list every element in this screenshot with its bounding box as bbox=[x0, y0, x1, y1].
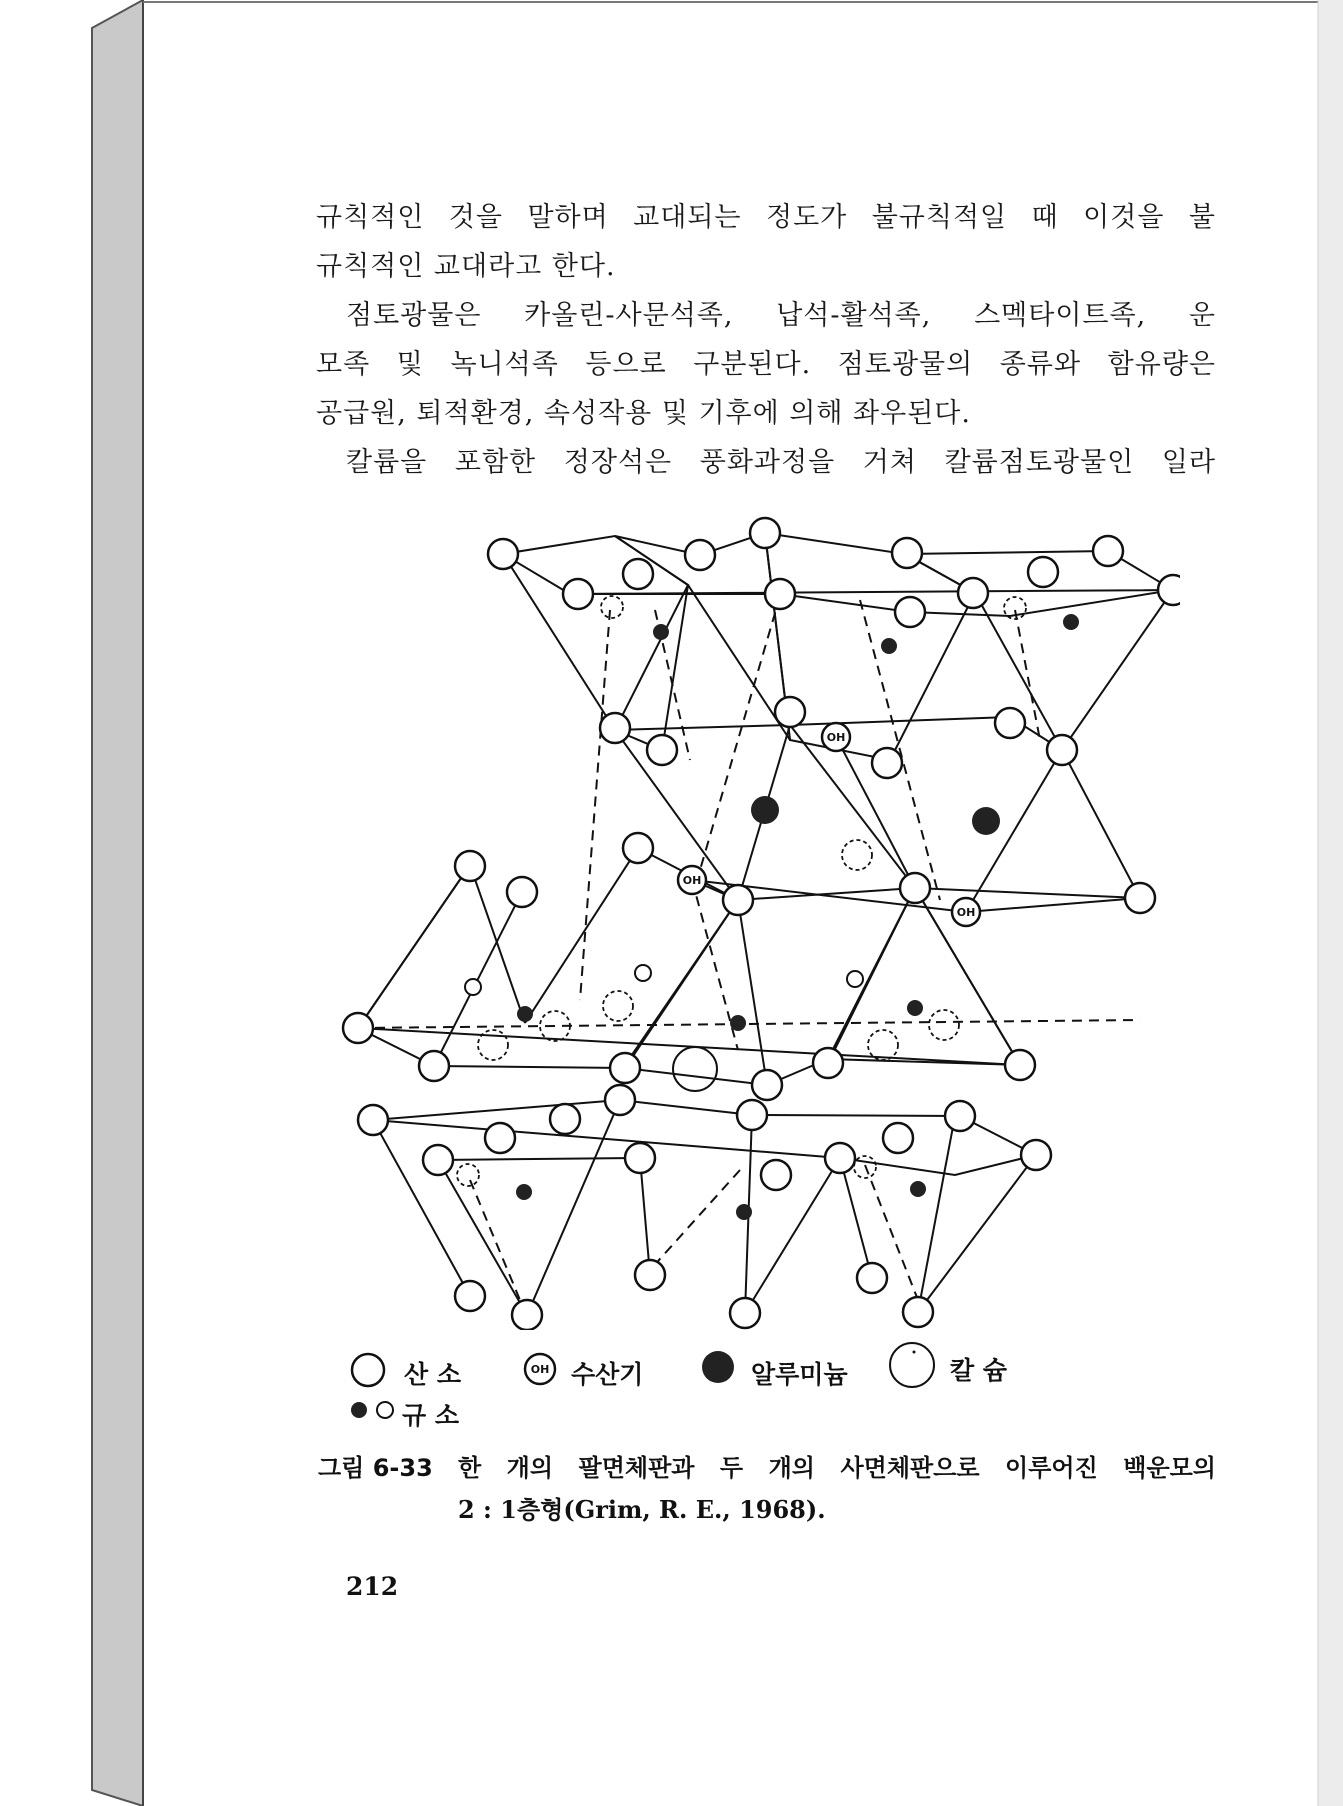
legend-aluminum-label: 알루미늄 bbox=[751, 1360, 848, 1389]
silicon-white-symbol bbox=[377, 1402, 393, 1418]
aluminum-symbol bbox=[702, 1351, 734, 1383]
caption-line-1: 한 개의 팔면체판과 두 개의 사면체판으로 이루어진 백운모의 bbox=[458, 1454, 1216, 1482]
oh-label-3: OH bbox=[956, 906, 976, 919]
body-line-1: 규칙적인 것을 말하며 교대되는 정도가 불규칙적일 때 이것을 불 bbox=[316, 202, 1216, 233]
body-line-2: 규칙적인 교대라고 한다. bbox=[316, 251, 616, 282]
legend-oxygen-label: 산 소 bbox=[404, 1360, 462, 1389]
body-line-5: 공급원, 퇴적환경, 속성작용 및 기후에 의해 좌우된다. bbox=[316, 398, 971, 429]
oxygen-symbol bbox=[352, 1354, 384, 1386]
legend-silicon-label: 규 소 bbox=[402, 1401, 460, 1430]
page-number: 212 bbox=[346, 1572, 399, 1601]
svg-text:OH: OH bbox=[530, 1363, 550, 1376]
silicon-black-symbol bbox=[351, 1402, 367, 1418]
muscovite-structure-diagram bbox=[330, 510, 1180, 1330]
caption-line-2: 2 : 1층형(Grim, R. E., 1968). bbox=[458, 1495, 826, 1524]
body-line-3: 점토광물은 카올린-사문석족, 납석-활석족, 스멕타이트족, 운 bbox=[346, 300, 1216, 331]
oh-label-2: OH bbox=[682, 874, 702, 887]
legend-potassium-label: 칼 슘 bbox=[950, 1356, 1008, 1385]
legend-hydroxyl-label: 수산기 bbox=[571, 1360, 644, 1389]
body-line-4: 모족 및 녹니석족 등으로 구분된다. 점토광물의 종류와 함유량은 bbox=[316, 349, 1216, 380]
oh-label-1: OH bbox=[826, 731, 846, 744]
body-line-6: 칼륨을 포함한 정장석은 풍화과정을 거쳐 칼륨점토광물인 일라 bbox=[346, 447, 1216, 478]
figure-number: 그림 6-33 bbox=[318, 1454, 433, 1482]
potassium-symbol bbox=[890, 1343, 934, 1387]
